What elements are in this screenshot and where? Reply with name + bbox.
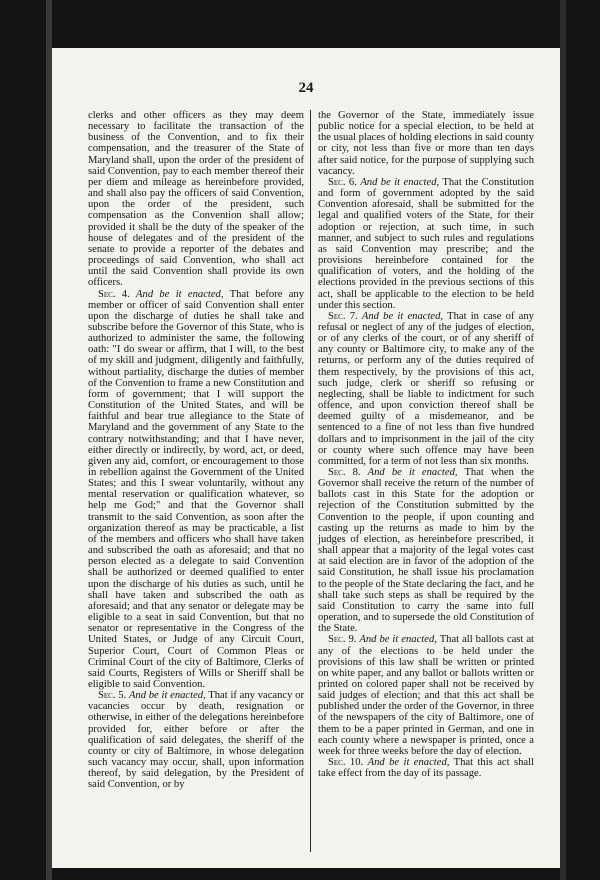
enacting-clause: And be it enacted,	[359, 634, 437, 646]
paragraph-text: That in case of any refusal or neglect of any of the judges of election, or of any clerks of the court, or of any sheriff of any county or Baltimore city, to make any of the returns, or perform any of the duties required of them respectively, by the provisions of this act, such judge, clerk or sheriff so refusing or neglecting, shall be liable to indictment for such offence, and upon conviction thereof shall be deemed guilty of a misdemeanor, and be sentenced to a fine of not less than five hundred dollars and to imprisonment in the jail of the city or county where such offence may have been committed, for a term of not less than six months.	[318, 310, 534, 467]
section-6	[318, 177, 534, 311]
section-number: Sec. 7.	[328, 310, 358, 322]
section-4	[88, 289, 304, 691]
left-column	[88, 110, 304, 791]
scan-right-edge	[560, 0, 566, 880]
section-number: Sec. 4.	[98, 288, 130, 300]
paragraph-text: That the Constitution and form of government adopted by the said Convention aforesaid, shall be submitted for the legal and qualified voters of the State, for their adoption or rejection, at such time, in such manner, and subject to such rules and regulations as said Convention may prescribe; and the provisions hereinbefore contained for the qualification of voters, and the holding of the elections provided in the previous sections of this act, shall be applicable to the election to be held under this section.	[318, 176, 534, 311]
enacting-clause: And be it enacted,	[360, 176, 440, 188]
section-number: Sec. 10.	[328, 757, 364, 769]
paragraph-text: That before any member or officer of said Convention shall enter upon the discharge of duties he shall take and subscribe before the Governor of this State, who is authorized to administer the same, the following oath: "I do swear or affirm, that I will, to the best of my skill and judgment, diligently and faithfully, without partiality, discharge the duties of member of the Convention to frame a new Constitution and form of government; that I will support the Constitution of the United States, and will be faithful and bear true allegiance to the State of Maryland and the government of any State to the contrary notwithstanding; and that I have never, either directly or indirectly, by word, act, or deed, given any aid, comfort, or encouragement to those in rebellion against the Government of the United States; and this I swear voluntarily, without any mental reservation or qualification whatever, so help me God;" and that the Governor shall transmit to the said Convention, as soon after the organization thereof as may be practicable, a list of the members and officers who shall have taken and subscribed the oath as aforesaid; and that no person elected as a delegate to said Convention shall be authorized or deemed qualified to enter upon the discharge of his duties as such, until he shall have taken and subscribed the oath as aforesaid; and that any senator or delegate may be eligible to a seat in said Convention, but that no senator or representative in the Congress of the United States, or Judge of any Circuit Court, Superior Court, Court of Common Pleas or Criminal Court of the city of Baltimore, Clerks of said Courts, Registers of Wills or Sheriff shall be eligible to said Convention.	[88, 288, 304, 690]
enacting-clause: And be it enacted,	[136, 288, 224, 300]
page-number: 24	[298, 80, 314, 96]
section-7	[318, 311, 534, 467]
paragraph-text: That this act shall take effect from the day of its passage.	[318, 757, 534, 780]
enacting-clause: And be it enacted,	[367, 467, 458, 478]
paragraph-text: clerks and other officers as they may deem necessary to facilitate the transaction of the business of the Convention, and to fix their compensation, and the treasurer of the State of Maryland shall, upon the order of the president of said Convention, pay to each member thereof their per diem and mileage as hereinbefore provided, and shall also pay the officers of said Convention, upon the order of the president, such compensation as the Convention shall allow; provided it shall be the duty of the speaker of the house of delegates and of the president of the senate to provide a reporter of the debates and proceedings of said Convention, who shall act until the said Convention shall provide its own officers.	[88, 110, 304, 289]
paragraph-text: the Governor of the State, immediately issue public notice for a special election, to be held at the usual places of holding elections in said county or city, not less than five or more than ten days after said notice, for the purpose of supplying such vacancy.	[318, 110, 534, 177]
right-column	[318, 110, 534, 779]
section-number: Sec. 8.	[328, 467, 361, 478]
paragraph-text: That all ballots cast at any of the elections to be held under the provisions of this law shall be written or printed on white paper, and any ballot or ballots written or printed on colored paper shall not be received by said judges of election; and that this act shall be published under the order of the Governor, in three of the newspapers of the city of Baltimore, one of them to be a paper printed in German, and one in each county where a newspaper is printed, once a week for three weeks before the day of election.	[318, 634, 534, 757]
section-number: Sec. 5.	[98, 690, 127, 702]
paragraph	[318, 110, 534, 177]
paragraph-text: That if any vacancy or vacancies occur by death, resignation or otherwise, in either of the delegations hereinbefore provided for, either before or after the qualification of said delegates, the sheriff of the county or city of Baltimore, in whose delegation such vacancy may occur, shall, upon information thereof, by said delegation, by the President of said Convention, or by	[88, 690, 304, 791]
column-divider	[310, 110, 311, 852]
paragraph-text: That when the Governor shall receive the return of the number of ballots cast in this State for the adoption or rejection of the Constitution submitted by the Convention to the people, if upon counting and casting up the returns as made to him by the judges of election, as hereinbefore prescribed, it shall appear that a majority of the legal votes cast at said election are in favor of the adoption of the said Constitution, he shall issue his proclamation to the people of the State declaring the fact, and he shall take such steps as shall be required by the said Constitution to carry the same into full operation, and to supersede the old Constitution of the State.	[318, 467, 534, 635]
enacting-clause: And be it enacted,	[128, 690, 206, 702]
section-5	[88, 690, 304, 790]
section-number: Sec. 6.	[328, 176, 357, 188]
section-8	[318, 467, 534, 634]
paragraph	[88, 110, 304, 289]
section-9	[318, 634, 534, 757]
enacting-clause: And be it enacted,	[367, 757, 450, 769]
document-page	[52, 48, 560, 868]
section-number: Sec. 9.	[328, 634, 357, 646]
section-10	[318, 757, 534, 779]
enacting-clause: And be it enacted,	[361, 310, 444, 322]
